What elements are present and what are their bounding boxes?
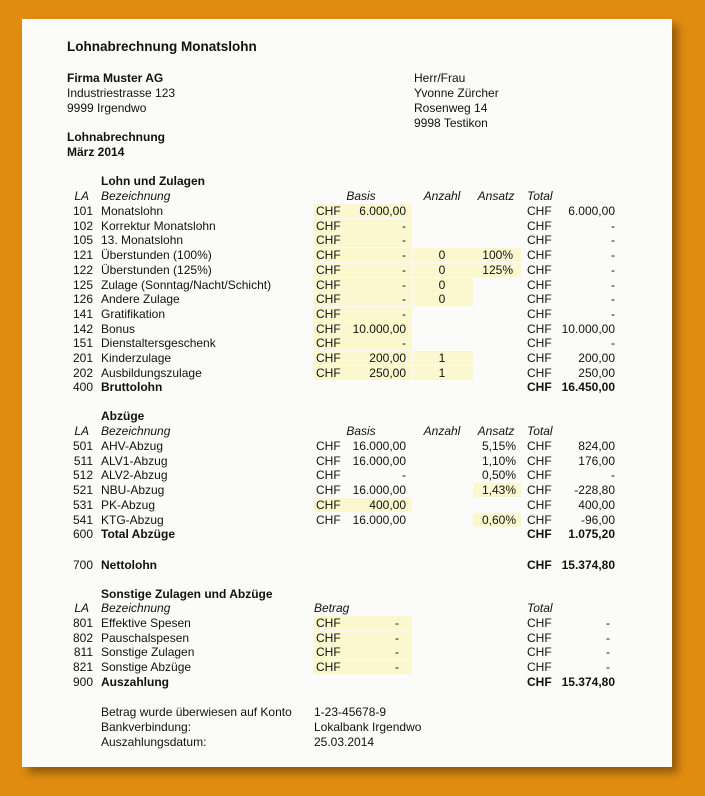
row-currency: CHF <box>316 204 341 218</box>
row-la: 512 <box>72 468 93 483</box>
row-total-currency: CHF <box>527 365 552 380</box>
row-betrag: - <box>395 630 399 645</box>
row-la: 511 <box>73 453 93 468</box>
row-total-currency: CHF <box>527 218 552 233</box>
row-total-currency: CHF <box>527 351 552 365</box>
row-la: 802 <box>72 630 93 645</box>
row-la: 101 <box>72 204 93 218</box>
row-anzahl: 0 <box>438 248 446 263</box>
row-total: 176,00 <box>578 453 615 468</box>
row-basis: - <box>402 336 406 351</box>
sum-abzuege-label: Total Abzüge <box>101 527 175 542</box>
row-name: ALV2-Abzug <box>101 468 168 483</box>
row-name: Bonus <box>101 321 136 336</box>
footer-value: Lokalbank Irgendwo <box>314 720 422 734</box>
row-currency: CHF <box>316 645 341 660</box>
row-currency: CHF <box>316 218 341 233</box>
row-total-currency: CHF <box>527 483 552 498</box>
section-title-sonstige: Sonstige Zulagen und Abzüge <box>101 587 273 601</box>
row-betrag: - <box>395 660 399 675</box>
row-total: - <box>611 262 615 277</box>
row-name: Überstunden (125%) <box>101 262 212 277</box>
row-ansatz: 5,15% <box>481 439 516 453</box>
row-la: 811 <box>73 645 93 660</box>
row-total: - <box>606 645 610 660</box>
row-name: KTG-Abzug <box>101 512 164 527</box>
row-name: Effektive Spesen <box>101 616 191 630</box>
period-label: März 2014 <box>67 145 125 159</box>
row-la: 141 <box>72 306 93 321</box>
row-basis: 10.000,00 <box>352 321 406 336</box>
row-total-currency: CHF <box>527 630 552 645</box>
row-currency: CHF <box>316 233 341 248</box>
row-currency: CHF <box>316 351 341 365</box>
row-total: - <box>611 248 615 263</box>
row-la: 105 <box>72 233 93 248</box>
row-la: 201 <box>72 351 93 365</box>
row-basis: 16.000,00 <box>352 453 406 468</box>
row-total: -228,80 <box>574 483 615 498</box>
col-header-la: LA <box>74 424 89 438</box>
row-name: AHV-Abzug <box>101 439 164 453</box>
row-total-currency: CHF <box>527 336 552 351</box>
row-total-currency: CHF <box>527 248 552 263</box>
col-header-basis: Basis <box>346 424 376 438</box>
row-name: Monatslohn <box>101 204 164 218</box>
row-total-currency: CHF <box>527 204 552 218</box>
row-name: Korrektur Monatslohn <box>101 218 216 233</box>
row-basis: - <box>402 277 406 292</box>
footer-value: 1-23-45678-9 <box>314 705 387 719</box>
nettolohn-value: 15.374,80 <box>561 558 615 572</box>
auszahlung-currency: CHF <box>527 674 552 689</box>
row-total: - <box>611 292 615 307</box>
row-la: 126 <box>72 292 93 307</box>
sum-currency: CHF <box>527 527 552 542</box>
row-ansatz: 125% <box>482 262 513 277</box>
row-total-currency: CHF <box>527 277 552 292</box>
page-title: Lohnabrechnung Monatslohn <box>67 39 257 54</box>
row-la: 521 <box>72 483 93 498</box>
row-basis: - <box>402 306 406 321</box>
sum-bruttolohn: 16.450,00 <box>561 380 615 395</box>
row-name: Kinderzulage <box>101 351 172 365</box>
row-la: 821 <box>72 660 93 675</box>
sum-la: 600 <box>72 527 93 542</box>
row-total-currency: CHF <box>527 233 552 248</box>
row-currency: CHF <box>316 292 341 307</box>
recipient-line: Rosenweg 14 <box>414 101 488 115</box>
row-currency: CHF <box>316 277 341 292</box>
row-la: 501 <box>72 439 93 453</box>
row-name: Gratifikation <box>101 306 166 321</box>
row-la: 202 <box>72 365 93 380</box>
row-total: - <box>611 306 615 321</box>
row-total: 10.000,00 <box>561 321 615 336</box>
auszahlung-label: Auszahlung <box>101 674 169 689</box>
col-header-bezeichnung: Bezeichnung <box>101 189 171 203</box>
row-basis: 6.000,00 <box>359 204 406 218</box>
period-title: Lohnabrechnung <box>67 130 165 144</box>
row-la: 122 <box>72 262 93 277</box>
row-la: 541 <box>72 512 93 527</box>
row-name: NBU-Abzug <box>101 483 165 498</box>
row-total: - <box>611 336 615 351</box>
row-la: 801 <box>72 616 93 630</box>
col-header-basis: Basis <box>346 189 376 203</box>
row-la: 151 <box>72 336 93 351</box>
row-currency: CHF <box>316 497 341 512</box>
row-basis: - <box>402 248 406 263</box>
row-total-currency: CHF <box>527 262 552 277</box>
row-currency: CHF <box>316 630 341 645</box>
netto-la: 700 <box>72 558 93 572</box>
row-la: 531 <box>72 497 93 512</box>
recipient-line: Herr/Frau <box>414 71 466 85</box>
row-anzahl: 0 <box>438 277 446 292</box>
row-total-currency: CHF <box>527 497 552 512</box>
row-total: 400,00 <box>578 497 615 512</box>
row-total: - <box>611 233 615 248</box>
row-ansatz: 1,43% <box>481 483 516 498</box>
row-name: Sonstige Zulagen <box>101 645 195 660</box>
row-name: Ausbildungszulage <box>101 365 202 380</box>
recipient-line: Yvonne Zürcher <box>414 86 499 100</box>
row-total-currency: CHF <box>527 321 552 336</box>
row-basis: - <box>402 468 406 483</box>
row-currency: CHF <box>316 616 341 630</box>
col-header-anzahl: Anzahl <box>423 424 461 438</box>
row-total: 6.000,00 <box>568 204 615 218</box>
col-header-total: Total <box>527 601 553 615</box>
row-total: - <box>611 218 615 233</box>
row-name: Sonstige Abzüge <box>101 660 192 675</box>
row-basis: 250,00 <box>369 365 406 380</box>
row-la: 142 <box>72 321 93 336</box>
row-currency: CHF <box>316 468 341 483</box>
row-name: Pauschalspesen <box>101 630 190 645</box>
col-header-anzahl: Anzahl <box>423 189 461 203</box>
company-line: 9999 Irgendwo <box>67 101 147 115</box>
row-currency: CHF <box>316 365 341 380</box>
recipient-line: 9998 Testikon <box>414 116 488 130</box>
row-total-currency: CHF <box>527 453 552 468</box>
row-total: - <box>606 616 610 630</box>
row-betrag: - <box>395 645 399 660</box>
col-header-ansatz: Ansatz <box>477 424 515 438</box>
row-total-currency: CHF <box>527 512 552 527</box>
row-total: 824,00 <box>578 439 615 453</box>
row-anzahl: 0 <box>438 292 446 307</box>
payslip-page <box>22 19 672 767</box>
row-currency: CHF <box>316 439 341 453</box>
row-name: Andere Zulage <box>101 292 180 307</box>
row-currency: CHF <box>316 321 341 336</box>
col-header-ansatz: Ansatz <box>477 189 515 203</box>
row-total: 200,00 <box>578 351 615 365</box>
company-line: Industriestrasse 123 <box>67 86 176 100</box>
row-ansatz: 0,60% <box>481 512 516 527</box>
row-total-currency: CHF <box>527 616 552 630</box>
row-total-currency: CHF <box>527 292 552 307</box>
row-total: -96,00 <box>580 512 615 527</box>
col-header-bezeichnung: Bezeichnung <box>101 601 171 615</box>
row-basis: 16.000,00 <box>352 512 406 527</box>
col-header-bezeichnung: Bezeichnung <box>101 424 171 438</box>
row-anzahl: 0 <box>438 262 446 277</box>
col-header-la: LA <box>74 189 89 203</box>
row-currency: CHF <box>316 262 341 277</box>
row-basis: - <box>402 233 406 248</box>
row-total-currency: CHF <box>527 468 552 483</box>
row-name: PK-Abzug <box>101 497 156 512</box>
row-la: 102 <box>72 218 93 233</box>
section-title-abzuege: Abzüge <box>101 409 145 423</box>
sum-currency: CHF <box>527 380 552 395</box>
row-anzahl: 1 <box>438 351 446 365</box>
row-ansatz: 100% <box>482 248 513 263</box>
col-header-total: Total <box>527 424 553 438</box>
row-name: Dienstaltersgeschenk <box>101 336 216 351</box>
footer-label: Bankverbindung: <box>101 720 192 734</box>
footer-label: Betrag wurde überwiesen auf Konto <box>101 705 292 719</box>
footer-label: Auszahlungsdatum: <box>101 735 207 749</box>
netto-currency: CHF <box>527 558 552 572</box>
row-la: 125 <box>72 277 93 292</box>
row-name: Überstunden (100%) <box>101 248 212 263</box>
sum-bruttolohn-label: Bruttolohn <box>101 380 163 395</box>
row-total: - <box>611 468 615 483</box>
row-currency: CHF <box>316 512 341 527</box>
footer-value: 25.03.2014 <box>314 735 375 749</box>
nettolohn-label: Nettolohn <box>101 558 157 572</box>
row-basis: - <box>402 262 406 277</box>
row-total-currency: CHF <box>527 645 552 660</box>
row-name: Zulage (Sonntag/Nacht/Schicht) <box>101 277 272 292</box>
row-basis: 16.000,00 <box>352 483 406 498</box>
row-name: 13. Monatslohn <box>101 233 184 248</box>
row-basis: - <box>402 292 406 307</box>
row-currency: CHF <box>316 306 341 321</box>
auszahlung-value: 15.374,80 <box>561 674 615 689</box>
row-currency: CHF <box>316 336 341 351</box>
row-currency: CHF <box>316 660 341 675</box>
row-name: ALV1-Abzug <box>101 453 168 468</box>
row-total-currency: CHF <box>527 439 552 453</box>
row-basis: - <box>402 218 406 233</box>
row-basis: 400,00 <box>369 497 406 512</box>
row-ansatz: 1,10% <box>481 453 516 468</box>
sum-la: 400 <box>72 380 93 395</box>
sum-abzuege: 1.075,20 <box>568 527 615 542</box>
row-total-currency: CHF <box>527 660 552 675</box>
sum-la: 900 <box>72 674 93 689</box>
row-total-currency: CHF <box>527 306 552 321</box>
col-header-total: Total <box>527 189 553 203</box>
company-line: Firma Muster AG <box>67 71 164 85</box>
row-la: 121 <box>72 248 93 263</box>
row-basis: 16.000,00 <box>352 439 406 453</box>
row-betrag: - <box>395 616 399 630</box>
row-total: 250,00 <box>578 365 615 380</box>
row-currency: CHF <box>316 248 341 263</box>
row-total: - <box>606 630 610 645</box>
row-anzahl: 1 <box>438 365 446 380</box>
row-currency: CHF <box>316 453 341 468</box>
row-total: - <box>606 660 610 675</box>
row-ansatz: 0,50% <box>481 468 516 483</box>
row-total: - <box>611 277 615 292</box>
row-basis: 200,00 <box>369 351 406 365</box>
section-title-lohn: Lohn und Zulagen <box>101 174 205 188</box>
col-header-la: LA <box>74 601 89 615</box>
row-currency: CHF <box>316 483 341 498</box>
col-header-betrag: Betrag <box>314 601 350 615</box>
